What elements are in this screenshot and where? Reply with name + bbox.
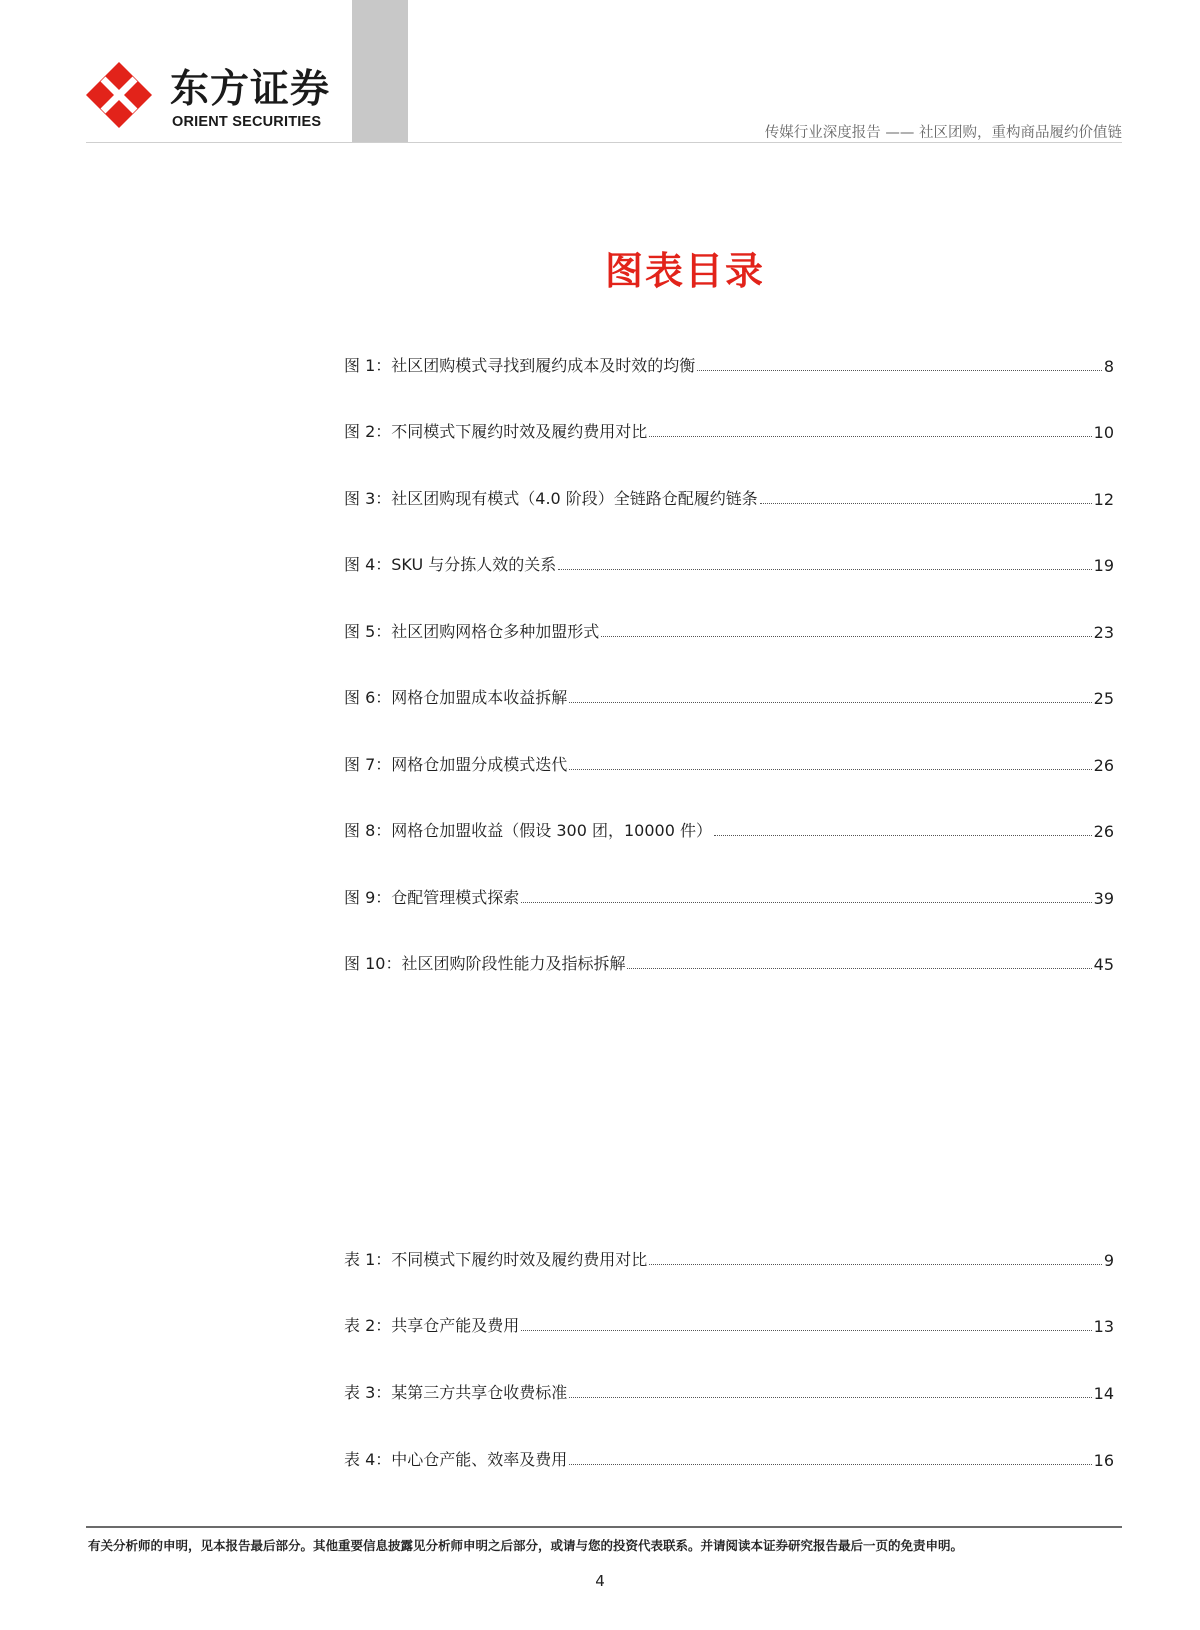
- toc-title: 图表目录: [604, 249, 765, 293]
- toc-entry-page: 23: [1093, 623, 1114, 642]
- toc-dot-leader: [649, 436, 1091, 437]
- toc-dot-leader: [601, 636, 1091, 637]
- report-subtitle: 传媒行业深度报告 —— 社区团购，重构商品履约价值链: [764, 125, 1122, 141]
- toc-entry-page: 25: [1093, 689, 1114, 708]
- toc-entry-page: 12: [1093, 490, 1114, 509]
- toc-dot-leader: [697, 370, 1102, 371]
- toc-dot-leader: [521, 902, 1091, 903]
- page-number: 4: [595, 1572, 605, 1590]
- toc-entry-page: 39: [1093, 889, 1114, 908]
- toc-entry-page: 19: [1093, 556, 1114, 575]
- toc-entry-label: 图 2：不同模式下履约时效及履约费用对比: [344, 422, 648, 441]
- toc-dot-leader: [569, 769, 1091, 770]
- toc-dot-leader: [627, 968, 1091, 969]
- orient-logo-icon: [86, 62, 152, 128]
- toc-entry-label: 图 3：社区团购现有模式（4.0 阶段）全链路仓配履约链条: [344, 489, 758, 508]
- toc-entry-table[interactable]: [344, 1244, 1114, 1270]
- toc-dot-leader: [569, 702, 1091, 703]
- toc-entry-label: 图 1：社区团购模式寻找到履约成本及时效的均衡: [344, 356, 696, 375]
- toc-entry-figure[interactable]: [344, 815, 1114, 841]
- toc-entry-label: 表 1：不同模式下履约时效及履约费用对比: [344, 1250, 648, 1269]
- company-logo: [86, 62, 336, 138]
- toc-entry-label: 图 8：网格仓加盟收益（假设 300 团，10000 件）: [344, 821, 712, 840]
- footer-disclaimer: 有关分析师的申明，见本报告最后部分。其他重要信息披露见分析师申明之后部分，或请与您的投资代表联系。并请阅读本证券研究报告最后一页的免责申明。: [88, 1538, 964, 1553]
- toc-entry-page: 26: [1093, 756, 1114, 775]
- toc-entry-label: 图 10：社区团购阶段性能力及指标拆解: [344, 954, 626, 973]
- toc-dot-leader: [714, 835, 1092, 836]
- header-decoration-bar: [352, 0, 408, 142]
- logo-chinese-name: 东方证券: [170, 67, 331, 112]
- toc-entry-figure[interactable]: [344, 616, 1114, 642]
- toc-entry-page: 14: [1093, 1384, 1114, 1403]
- toc-entry-label: 表 4：中心仓产能、效率及费用: [344, 1450, 568, 1469]
- toc-entry-label: 图 4：SKU 与分拣人效的关系: [344, 555, 557, 574]
- toc-entry-label: 图 9：仓配管理模式探索: [344, 888, 520, 907]
- toc-entry-figure[interactable]: [344, 549, 1114, 575]
- toc-entry-page: 13: [1093, 1317, 1114, 1336]
- toc-entry-table[interactable]: [344, 1377, 1114, 1403]
- toc-entry-figure[interactable]: [344, 416, 1114, 442]
- toc-dot-leader: [569, 1397, 1091, 1398]
- toc-entry-figure[interactable]: [344, 682, 1114, 708]
- toc-entry-page: 9: [1103, 1251, 1114, 1270]
- toc-entry-table[interactable]: [344, 1310, 1114, 1336]
- toc-entry-label: 图 7：网格仓加盟分成模式迭代: [344, 755, 568, 774]
- footer-divider: [86, 1526, 1122, 1528]
- toc-entry-label: 表 3：某第三方共享仓收费标准: [344, 1383, 568, 1402]
- toc-dot-leader: [649, 1264, 1102, 1265]
- toc-entry-page: 16: [1093, 1451, 1114, 1470]
- toc-entry-page: 45: [1093, 955, 1114, 974]
- toc-entry-figure[interactable]: [344, 882, 1114, 908]
- toc-entry-figure[interactable]: [344, 483, 1114, 509]
- logo-english-name: ORIENT SECURITIES: [172, 114, 322, 130]
- toc-entry-label: 图 5：社区团购网格仓多种加盟形式: [344, 622, 600, 641]
- toc-dot-leader: [569, 1464, 1091, 1465]
- toc-entry-figure[interactable]: [344, 749, 1114, 775]
- toc-entry-page: 10: [1093, 423, 1114, 442]
- toc-entry-label: 图 6：网格仓加盟成本收益拆解: [344, 688, 568, 707]
- toc-dot-leader: [521, 1330, 1091, 1331]
- toc-dot-leader: [760, 503, 1092, 504]
- toc-entry-page: 26: [1093, 822, 1114, 841]
- toc-entry-table[interactable]: [344, 1444, 1114, 1470]
- header-divider: [86, 142, 1122, 143]
- toc-entry-figure[interactable]: [344, 350, 1114, 376]
- toc-dot-leader: [558, 569, 1091, 570]
- toc-entry-figure[interactable]: [344, 948, 1114, 974]
- toc-entry-page: 8: [1103, 357, 1114, 376]
- toc-entry-label: 表 2：共享仓产能及费用: [344, 1316, 520, 1335]
